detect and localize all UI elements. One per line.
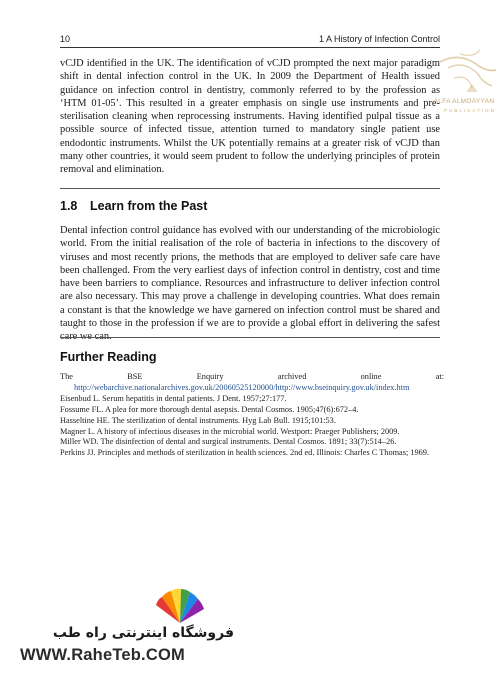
page-number: 10 bbox=[60, 34, 71, 44]
reference-item: Hasseltine HE. The sterilization of dental instruments. Hyg Lab Bull. 1915;101:53. bbox=[60, 415, 336, 425]
store-logo bbox=[0, 585, 240, 665]
reference-item bbox=[60, 372, 444, 394]
reference-item: Eisenbud L. Serum hepatitis in dental patients. J Dent. 1957;27:177. bbox=[60, 393, 287, 403]
reference-item: Perkins JJ. Principles and methods of sterilization in health sciences. 2nd ed. Illinois: Charles C Thomas; 1969. bbox=[60, 448, 430, 458]
publisher-watermark bbox=[420, 48, 500, 128]
watermark-sub: PUBLICATION bbox=[444, 108, 496, 113]
reference-item: Magner L. A history of infectious diseases in the microbial world. Westport: Praeger Publishers; 2009. bbox=[60, 426, 400, 436]
section-rule-bottom bbox=[60, 337, 440, 338]
body-paragraph-learn: Dental infection control guidance has evolved with our understanding of the microbiologic world. From the initial realisation of the role of bacteria in infections to the discovery of viruses and most recently prions, the methods that are employed to deliver safe care have been challenged. From the very earliest days of infection control in dentistry, cost and time have been barriers to compliance. Resources and infrastructure to deliver infection control are also necessary. This may prove a challenge in developing countries. What does remain a constant is that the knowledge we have garnered on infection control must be shared and taught to those in the profession if we are to provide a global effort in delivering the safest care we can. bbox=[60, 225, 440, 343]
section-rule-top bbox=[60, 188, 440, 189]
store-website[interactable]: WWW.RaheTeb.COM bbox=[20, 646, 185, 664]
reference-text: The BSE Enquiry archived online at: bbox=[60, 372, 444, 381]
reference-item: Miller WD. The disinfection of dental and surgical instruments. Dental Cosmos. 1891; 33(7):514–26. bbox=[60, 437, 397, 447]
store-name: فروشگاه اینترنتی راه طب bbox=[52, 625, 234, 641]
further-reading-heading: Further Reading bbox=[60, 350, 157, 364]
watermark-name: ALFA ALMOAYYAN bbox=[433, 98, 495, 105]
section-title: Learn from the Past bbox=[90, 199, 208, 213]
reference-item: Fossume FL. A plea for more thorough dental asepsis. Dental Cosmos. 1905;47(6):672–4. bbox=[60, 404, 359, 414]
running-head bbox=[60, 34, 440, 48]
section-heading bbox=[60, 199, 207, 215]
watermark-logo-icon bbox=[420, 48, 500, 100]
chapter-title: 1 A History of Infection Control bbox=[318, 34, 440, 44]
reference-list bbox=[60, 372, 444, 459]
reference-link[interactable]: http://webarchive.nationalarchives.gov.uk/20060525120000/http://www.bseinquiry.gov.uk/index.htm bbox=[74, 382, 410, 392]
section-number: 1.8 bbox=[60, 199, 78, 213]
book-fan-icon bbox=[150, 585, 210, 625]
header-rule bbox=[60, 47, 440, 48]
body-paragraph-vcjd: vCJD identified in the UK. The identification of vCJD prompted the next major paradigm shift in dental infection control in the UK. In 2009 the Department of Health issued guidance on infection control in dentistry, commonly referred to by the profession as ‘HTM 01-05’. This resulted in a greater emphasis on single use instruments and pre-sterilisation cleaning when reprocessing instruments. Having identified pulpal tissue as a possible source of infected tissue, attention turned to mandatory single patient use endodontic instruments. Whilst the UK potentially remains at a greater risk of vCJD than many other countries, it would seem prudent to follow the underlying principles of protein removal and elimination. bbox=[60, 58, 440, 176]
